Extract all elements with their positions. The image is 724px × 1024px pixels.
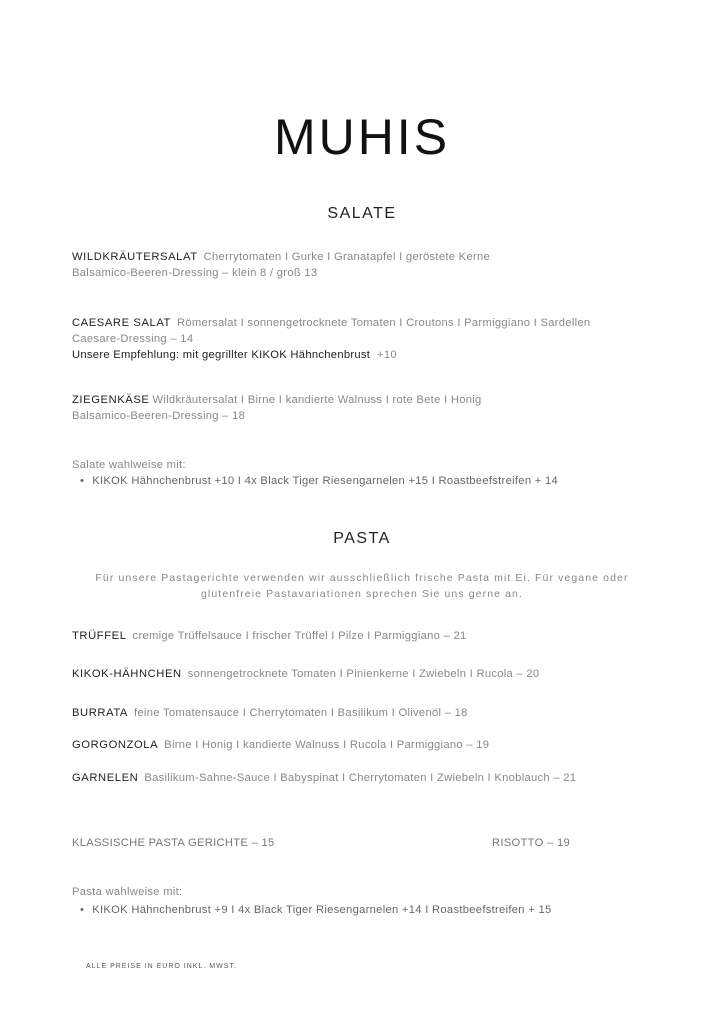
bullet-icon: • bbox=[80, 475, 85, 487]
extras-text: KIKOK Hähnchenbrust +10 I 4x Black Tiger Riesengarnelen +15 I Roastbeefstreifen + 14 bbox=[92, 475, 559, 487]
item-dressing-price: Balsamico-Beeren-Dressing – klein 8 / groß 13 bbox=[72, 267, 318, 279]
item-name: TRÜFFEL bbox=[72, 630, 127, 642]
item-description: cremige Trüffelsauce I frischer Trüffel I Pilze I Parmiggiano – 21 bbox=[132, 630, 467, 642]
item-description: sonnengetrocknete Tomaten I Pinienkerne I Zwiebeln I Rucola – 20 bbox=[187, 668, 540, 680]
pasta-intro-line-1: Für unsere Pastagerichte verwenden wir ausschließlich frische Pasta mit Ei. Für vegane oder bbox=[95, 572, 629, 584]
item-description: Birne I Honig I kandierte Walnuss I Rucola I Parmiggiano – 19 bbox=[164, 739, 490, 751]
pasta-extras-label: Pasta wahlweise mit: bbox=[72, 886, 183, 898]
item-name: GARNELEN bbox=[72, 772, 139, 784]
menu-item-garnelen bbox=[72, 770, 576, 786]
item-description: Cherrytomaten I Gurke I Granatapfel I geröstete Kerne bbox=[203, 251, 491, 263]
recommendation-price: +10 bbox=[377, 349, 397, 361]
pasta-intro-line-2: glutenfreie Pastavariationen sprechen Sie uns gerne an. bbox=[200, 588, 523, 600]
price-footnote: ALLE PREISE IN EURO INKL. MWST. bbox=[86, 963, 237, 970]
item-description: feine Tomatensauce I Cherrytomaten I Basilikum I Olivenöl – 18 bbox=[134, 707, 468, 719]
recommendation-text: Unsere Empfehlung: mit gegrillter KIKOK Hähnchenbrust bbox=[72, 349, 371, 361]
menu-item-ziegenkaese bbox=[72, 392, 482, 408]
item-name: BURRATA bbox=[72, 707, 128, 719]
salate-extras bbox=[80, 473, 558, 489]
menu-item-kikok-haehnchen bbox=[72, 666, 539, 682]
item-description: Basilikum-Sahne-Sauce I Babyspinat I Cherrytomaten I Zwiebeln I Knoblauch – 21 bbox=[144, 772, 577, 784]
item-name: KIKOK-HÄHNCHEN bbox=[72, 668, 182, 680]
section-heading-pasta: PASTA bbox=[333, 530, 391, 547]
recommendation bbox=[72, 347, 397, 363]
item-description: Wildkräutersalat I Birne I kandierte Walnuss I rote Bete I Honig bbox=[152, 394, 482, 406]
item-name: ZIEGENKÄSE bbox=[72, 394, 150, 406]
item-dressing-price: Caesare-Dressing – 14 bbox=[72, 333, 194, 345]
classic-pasta: KLASSISCHE PASTA GERICHTE – 15 bbox=[72, 837, 275, 849]
item-description: Römersalat I sonnengetrocknete Tomaten I Croutons I Parmiggiano I Sardellen bbox=[177, 317, 591, 329]
menu-item-wildkraeutersalat bbox=[72, 249, 490, 265]
pasta-extras bbox=[80, 902, 552, 918]
bullet-icon: • bbox=[80, 904, 85, 916]
menu-item-gorgonzola bbox=[72, 737, 489, 753]
item-dressing-price: Balsamico-Beeren-Dressing – 18 bbox=[72, 410, 246, 422]
extras-text: KIKOK Hähnchenbrust +9 I 4x Black Tiger Riesengarnelen +14 I Roastbeefstreifen + 15 bbox=[92, 904, 552, 916]
menu-item-burrata bbox=[72, 705, 468, 721]
section-heading-salate: SALATE bbox=[327, 205, 397, 222]
restaurant-logo: MUHIS bbox=[273, 109, 451, 165]
menu-item-caesare-salat bbox=[72, 315, 590, 331]
menu-item-trueffel bbox=[72, 628, 467, 644]
risotto: RISOTTO – 19 bbox=[492, 837, 571, 849]
item-name: GORGONZOLA bbox=[72, 739, 159, 751]
item-name: CAESARE SALAT bbox=[72, 317, 171, 329]
item-name: WILDKRÄUTERSALAT bbox=[72, 251, 198, 263]
salate-extras-label: Salate wahlweise mit: bbox=[72, 459, 186, 471]
